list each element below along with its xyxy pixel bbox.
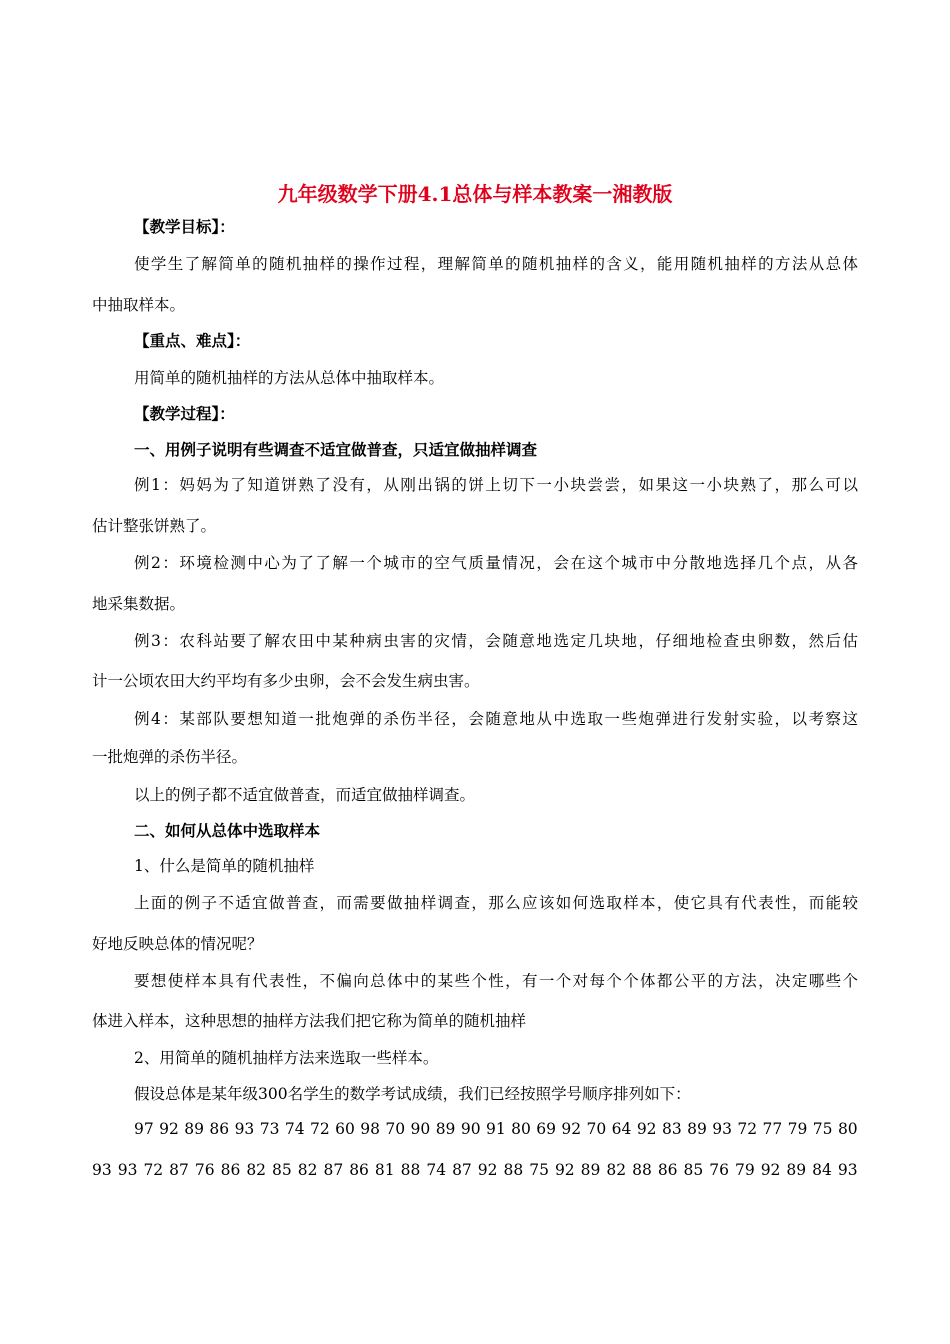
score-value: 80 (837, 1120, 858, 1138)
score-value: 75 (812, 1120, 833, 1138)
score-value: 89 (184, 1120, 205, 1138)
score-value: 87 (323, 1161, 344, 1179)
objectives-text-line: 中抽取样本。 (92, 296, 186, 314)
score-value: 89 (580, 1161, 601, 1179)
score-value: 89 (687, 1120, 707, 1138)
score-value: 70 (385, 1120, 406, 1138)
score-value: 86 (220, 1161, 241, 1179)
score-value: 60 (335, 1120, 355, 1138)
example2-line: 例2：环境检测中心为了了解一个城市的空气质量情况，会在这个城市中分散地选择几个点，从各 (134, 554, 858, 572)
paragraph-line: 要想使样本具有代表性，不偏向总体中的某些个性，有一个对每个个体都公平的方法，决定哪些个 (134, 972, 858, 990)
score-value: 82 (246, 1161, 267, 1179)
score-value: 90 (460, 1120, 481, 1138)
score-value: 93 (92, 1161, 112, 1179)
score-value: 87 (452, 1161, 472, 1179)
score-value: 85 (272, 1161, 292, 1179)
document-title: 九年级数学下册4.1总体与样本教案一湘教版 (277, 182, 673, 206)
example4-line: 例4：某部队要想知道一批炮弹的杀伤半径，会随意地从中选取一些炮弹进行发射实验，以考察这 (134, 710, 858, 728)
score-value: 79 (787, 1120, 808, 1138)
score-value: 82 (297, 1161, 318, 1179)
paragraph-line: 好地反映总体的情况呢？ (92, 935, 263, 953)
score-value: 84 (812, 1161, 832, 1179)
process-heading: 【教学过程】： (134, 404, 235, 423)
score-value: 92 (760, 1161, 781, 1179)
score-value: 92 (636, 1120, 657, 1138)
score-value: 93 (837, 1161, 858, 1179)
score-value: 79 (734, 1161, 755, 1179)
example3-line: 计一公顷农田大约平均有多少虫卵，会不会发生病虫害。 (92, 672, 480, 690)
score-value: 82 (606, 1161, 627, 1179)
score-value: 81 (374, 1161, 395, 1179)
score-value: 74 (426, 1161, 447, 1179)
keypoints-text: 用简单的随机抽样的方法从总体中抽取样本。 (134, 369, 445, 387)
score-value: 87 (169, 1161, 189, 1179)
paragraph-line: 上面的例子不适宜做普查，而需要做抽样调查，那么应该如何选取样本，使它具有代表性，而能较 (134, 894, 858, 912)
score-value: 93 (712, 1120, 732, 1138)
subsection2-heading: 2、用简单的随机抽样方法来选取一些样本。 (134, 1049, 439, 1067)
score-value: 85 (683, 1161, 704, 1179)
score-value: 69 (536, 1120, 556, 1138)
subsection1-heading: 1、什么是简单的随机抽样 (134, 857, 315, 875)
score-value: 72 (143, 1161, 164, 1179)
score-value: 92 (477, 1161, 498, 1179)
score-value: 88 (503, 1161, 524, 1179)
example4-line: 一批炮弹的杀伤半径。 (92, 748, 248, 766)
score-value: 97 (134, 1120, 154, 1138)
score-value: 72 (737, 1120, 758, 1138)
score-value: 76 (194, 1161, 215, 1179)
score-value: 77 (762, 1120, 783, 1138)
score-value: 80 (511, 1120, 531, 1138)
section1-heading: 一、用例子说明有些调查不适宜做普查，只适宜做抽样调查 (134, 440, 538, 459)
score-value: 93 (117, 1161, 138, 1179)
score-value: 86 (657, 1161, 678, 1179)
score-value: 72 (309, 1120, 330, 1138)
score-value: 92 (554, 1161, 575, 1179)
scores-row (92, 1159, 858, 1181)
score-value: 93 (234, 1120, 255, 1138)
score-value: 89 (786, 1161, 807, 1179)
objectives-text-line: 使学生了解简单的随机抽样的操作过程，理解简单的随机抽样的含义，能用随机抽样的方法从总体 (134, 255, 858, 273)
summary-text: 以上的例子都不适宜做普查，而适宜做抽样调查。 (134, 786, 476, 804)
paragraph-line: 体进入样本，这种思想的抽样方法我们把它称为简单的随机抽样 (92, 1012, 527, 1030)
score-value: 75 (529, 1161, 549, 1179)
score-value: 91 (485, 1120, 506, 1138)
score-value: 88 (400, 1161, 421, 1179)
score-value: 98 (360, 1120, 380, 1138)
keypoints-heading: 【重点、难点】： (134, 331, 251, 350)
score-value: 86 (349, 1161, 369, 1179)
example1-line: 估计整张饼熟了。 (92, 517, 217, 535)
example1-line: 例1：妈妈为了知道饼熟了没有，从刚出锅的饼上切下一小块尝尝，如果这一小块熟了，那么可以 (134, 476, 858, 494)
score-value: 88 (632, 1161, 652, 1179)
scores-row (92, 1118, 858, 1140)
score-value: 74 (284, 1120, 305, 1138)
example3-line: 例3：农科站要了解农田中某种病虫害的灾情，会随意地选定几块地，仔细地检查虫卵数，然后估 (134, 632, 858, 650)
example2-line: 地采集数据。 (92, 595, 186, 613)
score-value: 76 (709, 1161, 729, 1179)
score-value: 89 (435, 1120, 456, 1138)
score-value: 83 (661, 1120, 682, 1138)
score-value: 92 (159, 1120, 179, 1138)
paragraph-line: 假设总体是某年级300名学生的数学考试成绩，我们已经按照学号顺序排列如下： (134, 1085, 691, 1103)
score-value: 86 (209, 1120, 230, 1138)
score-value: 64 (611, 1120, 632, 1138)
score-value: 73 (259, 1120, 280, 1138)
score-value: 90 (410, 1120, 431, 1138)
score-value: 92 (561, 1120, 582, 1138)
score-value: 70 (586, 1120, 607, 1138)
section2-heading: 二、如何从总体中选取样本 (134, 821, 321, 840)
objectives-heading: 【教学目标】： (134, 217, 235, 236)
